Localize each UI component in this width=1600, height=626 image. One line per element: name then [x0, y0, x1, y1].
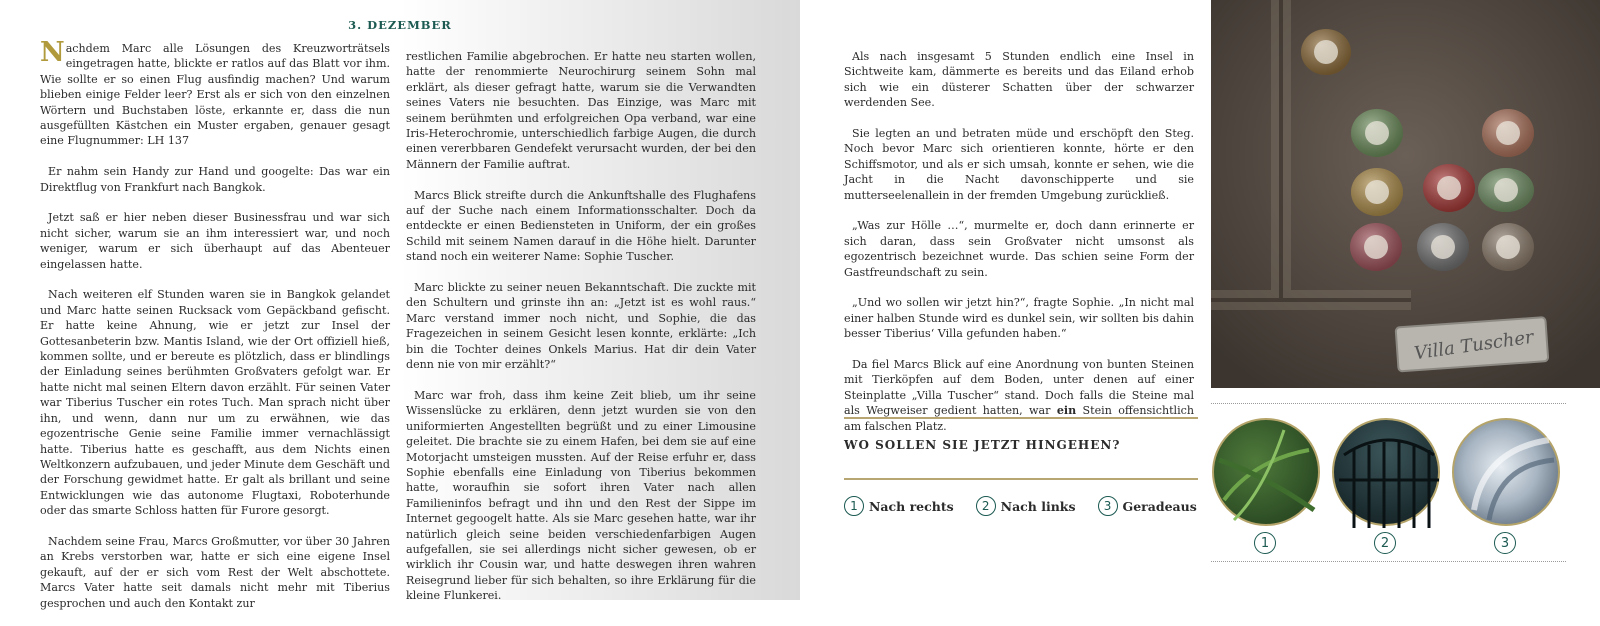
option-number: 1	[844, 496, 864, 516]
paragraph: Jetzt saß er hier neben dieser Businessfrau und war sich nicht sicher, warum sie an ihm interessiert war, und noch weniger, warum er sich überhaupt auf das Abenteuer eingelassen hatte.	[40, 211, 390, 271]
option-nach-links[interactable]	[976, 496, 1076, 516]
paragraph	[40, 37, 390, 149]
thumbnail-jungle[interactable]	[1212, 418, 1320, 526]
emphasis-text: ein	[1056, 404, 1077, 418]
divider-bottom	[844, 478, 1198, 480]
dotted-separator-top	[1211, 403, 1566, 404]
drop-cap: N	[40, 37, 65, 68]
paragraph-text: Stein offensichtlich am falschen Platz.	[844, 404, 1194, 433]
thumbnail-gate[interactable]	[1332, 418, 1440, 526]
paragraph: Sie legten an und betraten müde und erschöpft den Steg. Noch bevor Marc sich orientieren konnte, hörte er den Schiffsmotor, und als er sich umsah, konnte er sehen, wie die Jacht in die Nacht davonschipperte und sie mutterseelenallein in der fremden Umgebung zurückließ.	[844, 127, 1194, 202]
paragraph: Als nach insgesamt 5 Stunden endlich eine Insel in Sichtweite kam, dämmerte es bereits und das Eiland erhob sich wie ein düsterer Schatten über der schwarzer werdenden See.	[844, 50, 1194, 110]
option-number: 2	[976, 496, 996, 516]
option-label: Geradeaus	[1122, 498, 1197, 514]
text-column-2	[406, 49, 756, 619]
question-heading: WO SOLLEN SIE JETZT HINGEHEN?	[844, 438, 1121, 452]
paragraph: Nachdem seine Frau, Marcs Großmutter, vor über 30 Jahren an Krebs verstorben war, hatte er sich eine eigene Insel gekauft, auf der er sich vom Rest der Welt abschottete. Marcs Vater hatte seit damals nicht mehr mit Tiberius gesprochen und auch den Kontakt zur	[40, 534, 390, 610]
paragraph: „Und wo sollen wir jetzt hin?“, fragte Sophie. „In nicht mal einer halben Stunde wird es dunkel sein, wir sollten bis dahin besser Tiberius‘ Villa gefunden haben.“	[844, 296, 1194, 341]
villa-sign-text: Villa Tuscher	[1412, 326, 1535, 365]
thumbnail-number: 1	[1254, 532, 1276, 554]
iron-gate-icon	[1334, 420, 1442, 528]
option-label: Nach rechts	[869, 498, 954, 514]
paragraph: Er nahm sein Handy zur Hand und googelte: Das war ein Direktflug von Frankfurt nach Bangkok.	[40, 165, 390, 194]
text-column-1	[40, 37, 390, 626]
paragraph: „Was zur Hölle …“, murmelte er, doch dann erinnerte er sich daran, dass sein Großvater nicht umsonst als egozentrisch bezeichnet wurde. Das schien seine Form der Gastfreundschaft zu sein.	[844, 219, 1194, 279]
stones-photo	[1211, 0, 1600, 388]
paragraph: Marcs Blick streifte durch die Ankunftshalle des Flughafens auf der Suche nach einem Informationsschalter. Doch da entdeckte er einen Bediensteten in Uniform, der ein großes Schild mit seinem Namen darauf in die Höhe hielt. Darunter stand noch ein weiterer Name: Sophie Tuscher.	[406, 188, 756, 264]
answer-options	[844, 496, 1204, 516]
divider-top	[844, 417, 1198, 419]
option-label: Nach links	[1000, 498, 1076, 514]
paragraph	[844, 357, 1194, 434]
paragraph: Marc war froh, dass ihm keine Zeit blieb, um ihr seine Wissenslücke zu erklären, denn jetzt wurden sie von den uniformierten Angestellten begrüßt und zu einer Limousine geleitet. Die brachte sie zu einem Hafen, bei dem sie auf eine Motorjacht umsteigen mussten. Auf der Reise erfuhr er, dass Sophie ebenfalls eine Einladung von Tiberius bekommen hatte, woraufhin sie sofort ihren Vater nach allen Familieninfos befragt und ihn und den Rest der Sippe im Internet gegoogelt hatte. Als sie Marc gesehen hatte, war ihr natürlich gleich seine beiden verschiedenfarbigen Augen aufgefallen, sie sei allerdings nicht sicher gewesen, ob er wirklich ihr Cousin war, und hatte deswegen ihren wahren Reisegrund lieber für sich behalten, so ihre Erklärung für die kleine Flunkerei.	[406, 388, 756, 603]
thumbnail-number: 2	[1374, 532, 1396, 554]
swirl-tunnel-icon	[1454, 420, 1562, 528]
chapter-header: 3. DEZEMBER	[348, 18, 452, 32]
paragraph: Nach weiteren elf Stunden waren sie in Bangkok gelandet und Marc hatte seinen Rucksack vom Gepäckband gefischt. Er hatte keine Ahnung, wie er jetzt zur Insel der Gottesanbeterin bzw. Mantis Island, wie der Ort offiziell hieß, kommen sollte, und er bereute es plötzlich, dass er blindlings der Einladung seines berühmten Großvaters gefolgt war. Er hatte nicht mal seinen Eltern davon erzählt. Für seinen Vater war Tiberius Tuscher ein rotes Tuch. Man sprach nicht über ihn, und wenn, dann nur um zu erwähnen, wie das egozentrische Genie seine Familie immer vernachlässigt hatte. Tiberius hatte es geschafft, aus dem Nichts einen Weltkonzern aufzubauen, und jeder Minute dem Geschäft und der Forschung gewidmet hatte. Er galt als brillant und seine Entwicklungen wie das autonome Flugtaxi, Roboterhunde oder das smarte Schloss hatten für Furore gesorgt.	[40, 288, 390, 518]
paragraph: Marc blickte zu seiner neuen Bekanntschaft. Die zuckte mit den Schultern und grinste ihn an: „Jetzt ist es wohl raus.“ Marc verstand immer noch nicht, und Sophie, die das Fragezeichen in seinem Gesicht lesen konnte, erklärte: „Ich bin die Tochter deines Onkels Marius. Hat dir dein Vater denn nie von mir erzählt?“	[406, 281, 756, 372]
stones-illustration	[1211, 0, 1600, 388]
option-nach-rechts[interactable]	[844, 496, 954, 516]
palm-leaves-icon	[1214, 420, 1322, 528]
paragraph-text: achdem Marc alle Lösungen des Kreuzworträtsels eingetragen hatte, blickte er ratlos auf das Blatt vor ihm. Wie sollte er so einen Flug ausfindig machen? Und warum blieben einige Felder leer? Erst als er sich von den einzelnen Wörtern und Buchstaben löste, erkannte er, dass die nun ausgefüllten Kästchen ein Muster ergaben, genauer gesagt eine Flugnummer: LH 137	[40, 42, 390, 148]
option-number: 3	[1098, 496, 1118, 516]
option-geradeaus[interactable]	[1098, 496, 1197, 516]
thumbnail-number: 3	[1494, 532, 1516, 554]
dotted-separator-bottom	[1211, 561, 1566, 562]
paragraph-text: Da fiel Marcs Blick auf eine Anordnung von bunten Steinen mit Tierköpfen auf dem Boden, unter denen auf einer Steinplatte „Villa Tuscher“ stand. Doch falls die Steine mal als Wegweiser gedient hatten, war	[844, 358, 1194, 418]
left-page	[0, 0, 800, 610]
paragraph: restlichen Familie abgebrochen. Er hatte neu starten wollen, hatte der renommierte Neurochirurg seinem Sohn mal erklärt, als dieser gefragt hatte, warum sie die Verwandten seines Vaters nie besuchten. Das Einzige, was Marc mit seinem berühmten und erfolgreichen Opa verband, war eine Iris-Heterochromie, unterschiedlich farbige Augen, die durch einen vererbbaren Gendefekt verursacht wurden, der bei den Männern der Familie auftrat.	[406, 50, 756, 171]
text-column-3	[844, 49, 1194, 449]
thumbnail-tunnel[interactable]	[1452, 418, 1560, 526]
